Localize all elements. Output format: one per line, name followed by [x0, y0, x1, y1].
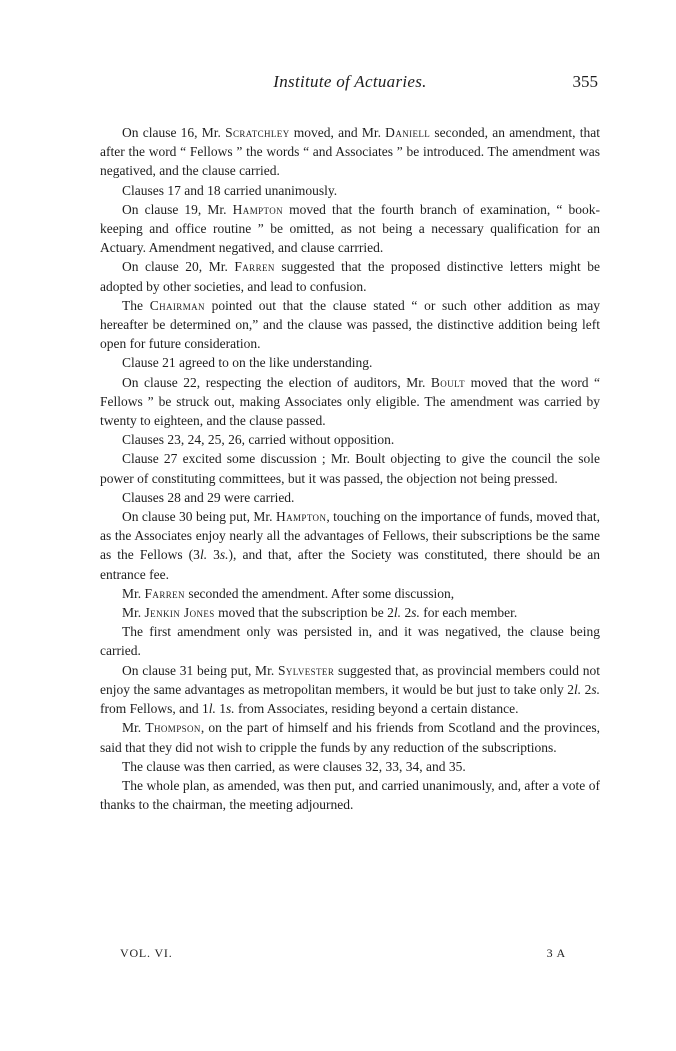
text-run: Mr.	[122, 605, 145, 621]
text-run: Mr.	[122, 720, 146, 736]
paragraph	[100, 353, 600, 372]
volume-label: VOL. VI.	[120, 946, 173, 960]
text-run: Clause 27 excited some discussion ; Mr. Boult objecting to give the council the sole power of constituting committees, but it was passed, the objection not being pressed.	[100, 451, 600, 486]
text-run: from Associates, residing beyond a certain distance.	[234, 701, 519, 717]
text-run: On clause 16, Mr.	[122, 125, 226, 140]
person-name: Jenkin Jones	[144, 605, 215, 621]
paragraph	[100, 373, 600, 431]
paragraph	[100, 488, 600, 507]
currency-unit: l.	[393, 605, 402, 621]
person-name: Farren	[144, 585, 185, 601]
paragraph	[100, 257, 600, 295]
currency-unit: s.	[411, 605, 420, 621]
page-header	[100, 72, 600, 98]
text-run: 1	[215, 701, 227, 717]
text-run: from Fellows, and 1	[100, 701, 209, 717]
text-run: seconded, an amendment, that after the word “ Fellows ” the words “ and Associates ” be introduced. The amendment was negatived, and the clause carried.	[100, 125, 600, 179]
text-run: On clause 31 being put, Mr.	[122, 662, 278, 678]
currency-unit: s.	[219, 547, 229, 563]
currency-unit: l.	[199, 547, 208, 563]
text-run: , touching on the importance of funds, moved that, as the Associates enjoy nearly all the advantages of Fellows, their subscriptions be the same as the Fellows (3	[100, 509, 600, 563]
text-run: 2	[581, 681, 592, 697]
text-run: , on the part of himself and his friends from Scotland and the provinces, said that they did not wish to cripple the funds by any reduction of the subscriptions.	[100, 720, 600, 755]
person-name: Daniell	[385, 125, 431, 140]
paragraph	[100, 776, 600, 814]
running-title: Institute of Actuaries.	[273, 72, 427, 91]
person-name: Chairman	[149, 297, 205, 313]
text-run: moved, and Mr.	[289, 125, 386, 140]
paragraph	[100, 584, 600, 603]
text-run: moved that the subscription be 2	[214, 605, 394, 621]
text-run: Mr.	[122, 585, 145, 601]
text-run: Clauses 28 and 29 were carried.	[122, 489, 295, 505]
text-run: Clause 21 agreed to on the like understanding.	[122, 355, 373, 371]
text-run: The first amendment only was persisted in, and it was negatived, the clause being carried.	[100, 624, 600, 659]
text-run: suggested that the proposed distinctive letters might be adopted by other societies, and lead to confusion.	[100, 259, 600, 294]
text-run: for each member.	[419, 605, 518, 621]
paragraph	[100, 181, 600, 200]
text-run: 3	[207, 547, 220, 563]
person-name: Sylvester	[277, 662, 335, 678]
paragraph	[100, 718, 600, 756]
person-name: Hampton	[232, 201, 284, 217]
paragraph	[100, 622, 600, 660]
text-run: Clauses 23, 24, 25, 26, carried without opposition.	[122, 432, 395, 448]
person-name: Scratchley	[225, 125, 290, 140]
paragraph	[100, 757, 600, 776]
text-run: The	[122, 297, 150, 313]
person-name: Farren	[234, 259, 275, 275]
text-run: ), and that, after the Society was constituted, there should be an entrance fee.	[100, 547, 600, 582]
text-run: The whole plan, as amended, was then put, and carried unanimously, and, after a vote of thanks to the chairman, the meeting adjourned.	[100, 777, 600, 813]
paragraph	[100, 661, 600, 719]
currency-unit: l.	[208, 701, 216, 717]
paragraph	[100, 123, 600, 181]
text-run: suggested that, as provincial members could not enjoy the same advantages as metropolitan members, it would be but just to take only 2	[100, 662, 600, 697]
person-name: Boult	[430, 374, 466, 390]
text-run: The clause was then carried, as were clauses 32, 33, 34, and 35.	[122, 758, 466, 774]
paragraph	[100, 296, 600, 354]
body-text	[100, 123, 600, 814]
currency-unit: s.	[591, 681, 600, 697]
text-run: moved that the fourth branch of examination, “ book-keeping and office routine ” be omitted, as not being a necessary qualification for an Actuary. Amendment negatived, and clause carrried.	[100, 201, 601, 256]
paragraph	[100, 507, 600, 584]
person-name: Thompson	[145, 720, 201, 736]
paragraph	[100, 200, 600, 258]
text-run: pointed out that the clause stated “ or such other addition as may hereafter be determined on,” and the clause was passed, the distinctive addition being left open for future consideration.	[100, 297, 600, 352]
paragraph	[100, 603, 600, 622]
text-run: 2	[401, 605, 412, 621]
page-number: 355	[572, 72, 598, 91]
paragraph	[100, 430, 600, 449]
text-run: moved that the word “ Fellows ” be struck out, making Associates only eligible. The amendment was carried by twenty to eighteen, and the clause passed.	[100, 374, 601, 429]
signature-mark: 3 A	[546, 946, 566, 960]
paragraph	[100, 449, 600, 487]
page-footer	[104, 946, 594, 966]
text-run: On clause 22, respecting the election of auditors, Mr.	[122, 374, 431, 390]
text-run: seconded the amendment. After some discussion,	[184, 585, 455, 601]
text-run: On clause 19, Mr.	[122, 201, 233, 217]
text-run: Clauses 17 and 18 carried unanimously.	[122, 182, 338, 198]
currency-unit: s.	[226, 701, 235, 717]
text-run: On clause 30 being put, Mr.	[122, 509, 276, 525]
text-run: On clause 20, Mr.	[122, 259, 235, 275]
person-name: Hampton	[275, 509, 327, 525]
currency-unit: l.	[573, 681, 582, 697]
